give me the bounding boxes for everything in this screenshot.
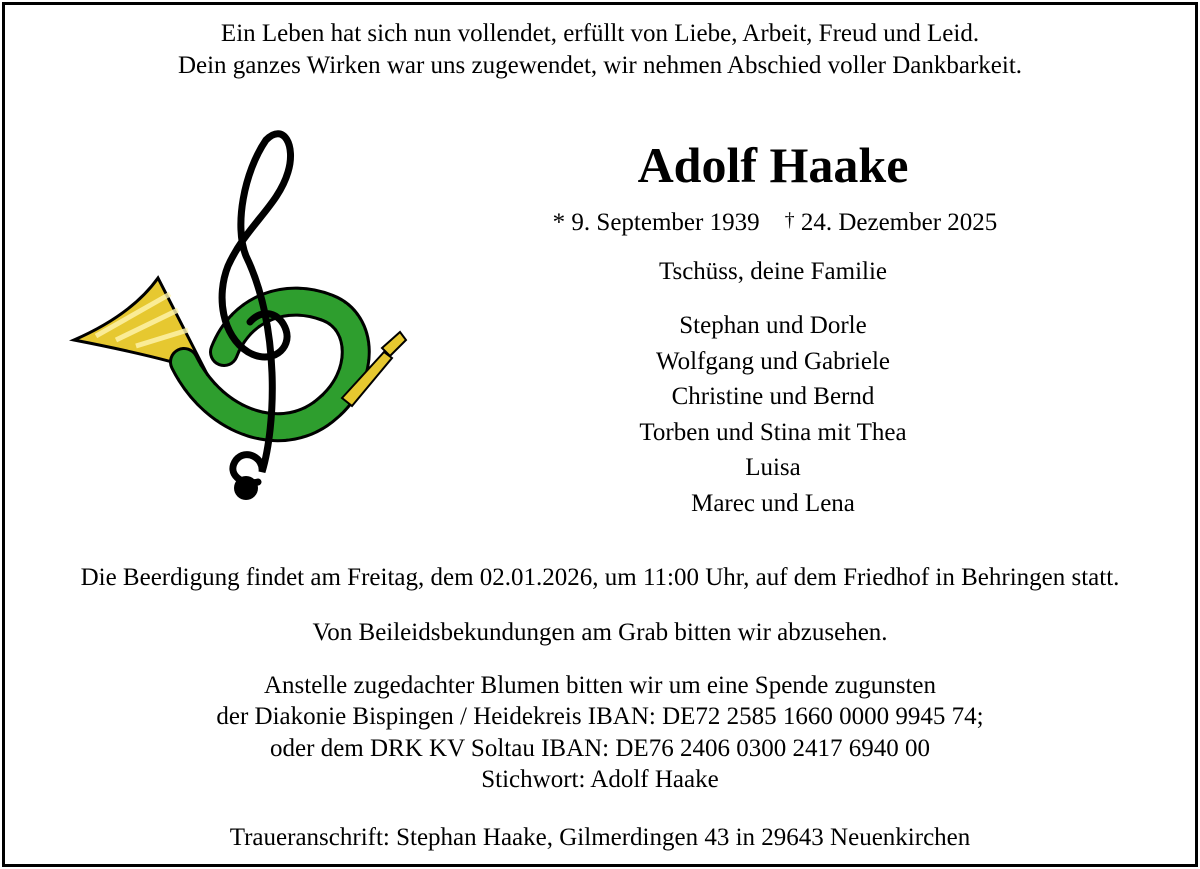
birth-symbol: * (552, 209, 566, 236)
death-date: 24. Dezember 2025 (800, 209, 998, 236)
birth-date: 9. September 1939 (571, 209, 760, 236)
treble-clef-horn-icon (66, 126, 412, 522)
family-member: Christine und Bernd (671, 383, 875, 410)
condolence-notice-text: Von Beileidsbekundungen am Grab bitten wir abzusehen. (312, 619, 888, 646)
deceased-name: Adolf Haake (637, 137, 909, 193)
funeral-notice (0, 562, 1200, 594)
condolence-notice (0, 617, 1200, 649)
verse-line-1: Ein Leben hat sich nun vollendet, erfüllt von Liebe, Arbeit, Freud und Leid. (220, 20, 980, 47)
donation-line-3: oder dem DRK KV Soltau IBAN: DE76 2406 0300 2417 6940 00 (270, 734, 930, 762)
funeral-notice-text: Die Beerdigung findet am Freitag, dem 02.01.2026, um 11:00 Uhr, auf dem Friedhof in Behringen statt. (80, 564, 1120, 591)
mourning-address-text: Traueranschrift: Stephan Haake, Gilmerdingen 43 in 29643 Neuenkirchen (229, 824, 971, 851)
farewell-line: Tschüss, deine Familie (658, 258, 888, 285)
family-member: Torben und Stina mit Thea (639, 418, 907, 446)
death-symbol: † (784, 209, 795, 231)
family-member: Stephan und Dorle (679, 312, 867, 339)
mourning-address (0, 822, 1200, 854)
life-dates (520, 204, 1030, 239)
family-member: Wolfgang und Gabriele (655, 347, 891, 375)
verse-line-2: Dein ganzes Wirken war uns zugewendet, wir nehmen Abschied voller Dankbarkeit. (177, 52, 1023, 79)
donation-line-1: Anstelle zugedachter Blumen bitten wir um eine Spende zugunsten (263, 672, 937, 699)
donation-line-4: Stichwort: Adolf Haake (481, 765, 719, 793)
verse (0, 18, 1200, 82)
family-list (573, 308, 973, 521)
family-member: Luisa (745, 454, 801, 481)
family-member: Marec und Lena (691, 489, 855, 517)
donation-line-2: der Diakonie Bispingen / Heidekreis IBAN: DE72 2585 1660 0000 9945 74; (216, 703, 984, 731)
donation-notice (0, 670, 1200, 795)
